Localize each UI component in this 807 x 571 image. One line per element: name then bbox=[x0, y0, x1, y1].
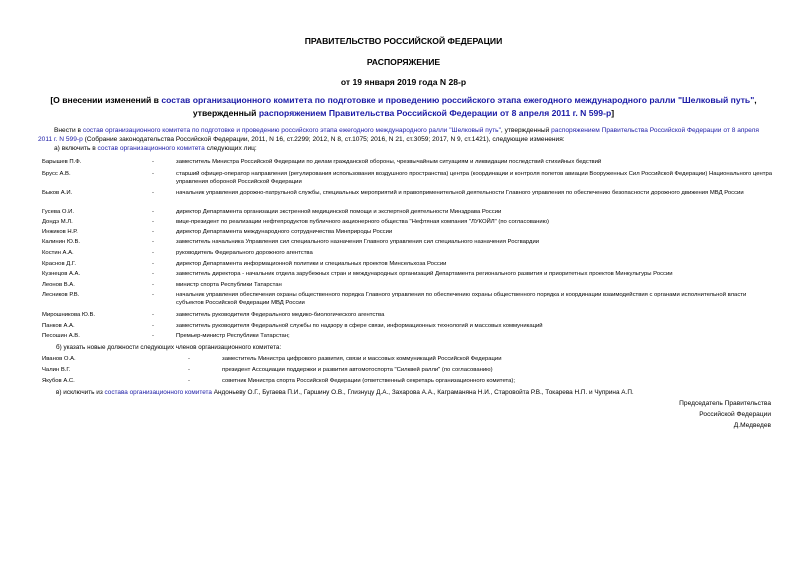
member-position: руководитель Федерального дорожного агентства bbox=[176, 250, 313, 256]
dash: - bbox=[152, 190, 154, 196]
member-position: директор Департамента международного сотрудничества Минприроды России bbox=[176, 229, 393, 235]
dash: - bbox=[152, 159, 154, 165]
dash: - bbox=[152, 333, 154, 339]
member-position: заместитель руководителя Федерального медико-биологического агентства bbox=[176, 312, 385, 318]
signature-title-2: Российской Федерации bbox=[699, 411, 771, 418]
dash: - bbox=[152, 312, 154, 318]
member-position: Премьер-министр Республики Татарстан; bbox=[176, 333, 290, 339]
section-c-text-2: Андоньеву О.Г., Бугаева П.И., Гаршину О.В., Глизнуцу Д.А., Захарова А.А., Каграманяна Н.И., Старовойта Р.В., Токарева Н.П. и Чуприна А.П. bbox=[211, 389, 634, 396]
signature-title-1: Председатель Правительства bbox=[679, 400, 771, 407]
intro-paragraph bbox=[38, 126, 774, 153]
intro-text-1: Внести в bbox=[54, 127, 83, 134]
dash: - bbox=[152, 229, 154, 235]
member-position: заместитель директора - начальник отдела зарубежных стран и международных организаций Департамента регионального развития и приоритетных проектов Минкультуры России bbox=[176, 271, 673, 277]
member-name: Гусева О.И. bbox=[42, 209, 74, 215]
member-name: Леонов В.А. bbox=[42, 282, 75, 288]
section-c-text-1: в) исключить из bbox=[56, 389, 105, 396]
member-name: Барышев П.Ф. bbox=[42, 159, 82, 165]
intro-link-committee[interactable]: состав организационного комитета по подготовке и проведению российского этапа ежегодного международного ралли "Шелковый путь" bbox=[82, 127, 501, 134]
intro-text-2: , утвержденный bbox=[500, 127, 552, 134]
member-name: Иванов О.А. bbox=[42, 356, 76, 362]
section-b-heading: б) указать новые должности следующих членов организационного комитета: bbox=[56, 344, 282, 351]
dash: - bbox=[152, 323, 154, 329]
member-name: Чалин В.Г. bbox=[42, 367, 71, 373]
intro-link-order[interactable]: распоряжением Правительства Российской Федерации от 8 апреля 2011 г. N 599-р bbox=[38, 127, 759, 143]
member-position: директор Департамента информационной политики и специальных проектов Минсельхоза России bbox=[176, 261, 447, 267]
member-position: заместитель руководителя Федеральной службы по надзору в сфере связи, информационных технологий и массовых коммуникаций bbox=[176, 323, 543, 329]
member-name: Инжиков Н.Р. bbox=[42, 229, 78, 235]
member-name: Лесников Р.В. bbox=[42, 292, 80, 298]
member-name: Костин А.А. bbox=[42, 250, 74, 256]
section-a-text-1: а) включить в bbox=[54, 145, 98, 152]
member-name: Дондэ М.Л. bbox=[42, 219, 73, 225]
member-name: Песошин А.В. bbox=[42, 333, 80, 339]
government-heading: ПРАВИТЕЛЬСТВО РОССИЙСКОЙ ФЕДЕРАЦИИ bbox=[304, 36, 503, 46]
member-name: Якубов А.С. bbox=[42, 378, 75, 384]
document-title bbox=[20, 94, 787, 120]
member-position: заместитель Министра Российской Федерации по делам гражданской обороны, чрезвычайным ситуациям и ликвидации последствий стихийных бедствий bbox=[176, 159, 602, 165]
member-position: начальник управления дорожно-патрульной службы, специальных мероприятий и правоприменительной деятельности Главного управления по обеспечению безопасности дорожного движения МВД России bbox=[176, 190, 744, 196]
member-name: Мирошникова Ю.В. bbox=[42, 312, 96, 318]
member-position: старший офицер-оператор направления (регулирования использования воздушного пространства) центра (координации и контроля полетов авиации Вооруженных Сил Российской Федерации) Национального центра управления обороной Российской Федерации bbox=[176, 171, 773, 185]
member-position: министр спорта Республики Татарстан bbox=[176, 282, 282, 288]
dash: - bbox=[152, 209, 154, 215]
dash: - bbox=[188, 356, 190, 362]
document-date-number: от 19 января 2019 года N 28-р bbox=[340, 77, 467, 87]
title-link-committee[interactable]: состав организационного комитета по подготовке и проведению российского этапа ежегодного международного ралли "Шелковый путь" bbox=[161, 95, 755, 105]
member-position: заместитель начальника Управления сил специального назначения Главного управления сил специального назначения Росгвардии bbox=[176, 239, 540, 245]
title-text-1: [О внесении изменений в bbox=[50, 95, 162, 105]
member-position: вице-президент по реализации нефтепродуктов публичного акционерного общества "Нефтяная компания "ЛУКОЙЛ" (по согласованию) bbox=[176, 219, 550, 225]
member-position: директор Департамента организации экстренной медицинской помощи и экспертной деятельности Минздрава России bbox=[176, 209, 502, 215]
member-position: начальник управления обеспечения охраны общественного порядка Главного управления по обеспечению охраны общественного порядка и координации взаимодействия с органами исполнительной власти субъектов Российской Федерации МВД России bbox=[176, 292, 747, 306]
dash: - bbox=[152, 271, 154, 277]
title-text-2: , утвержденный bbox=[192, 95, 757, 118]
intro-text-3: (Собрание законодательства Российской Федерации, 2011, N 16, ст.2299; 2012, N 8, ст.1075; 2016, N 21, ст.3059; 2017, N 9, ст.1421), следующие изменения: bbox=[82, 136, 565, 143]
member-name: Калинин Ю.В. bbox=[42, 239, 81, 245]
section-a-link[interactable]: состав организационного комитета bbox=[97, 145, 205, 152]
member-position: советник Министра спорта Российской Федерации (ответственный секретарь организационного комитета); bbox=[222, 378, 516, 384]
dash: - bbox=[152, 282, 154, 288]
section-a-text-2: следующих лиц: bbox=[204, 145, 257, 152]
dash: - bbox=[152, 261, 154, 267]
member-position: заместитель Министра цифрового развития, связи и массовых коммуникаций Российской Федерации bbox=[222, 356, 502, 362]
dash: - bbox=[152, 171, 154, 177]
member-name: Брусс А.В. bbox=[42, 171, 71, 177]
dash: - bbox=[188, 367, 190, 373]
signature-name: Д.Медведев bbox=[733, 422, 771, 429]
member-name: Кузнецов А.А. bbox=[42, 271, 81, 277]
section-c-paragraph bbox=[56, 389, 634, 396]
member-name: Быков А.И. bbox=[42, 190, 73, 196]
dash: - bbox=[152, 250, 154, 256]
dash: - bbox=[152, 239, 154, 245]
document-type: РАСПОРЯЖЕНИЕ bbox=[366, 57, 441, 67]
member-position: президент Ассоциации поддержки и развития автомотоспорта "Силквей ралли" (по согласованию) bbox=[222, 367, 493, 373]
dash: - bbox=[152, 292, 154, 298]
member-name: Панков А.А. bbox=[42, 323, 75, 329]
title-text-3: ] bbox=[611, 108, 615, 118]
title-link-order[interactable]: распоряжением Правительства Российской Федерации от 8 апреля 2011 г. N 599-р bbox=[258, 108, 612, 118]
section-c-link[interactable]: состава организационного комитета bbox=[104, 389, 212, 396]
member-name: Краснов Д.Г. bbox=[42, 261, 76, 267]
dash: - bbox=[152, 219, 154, 225]
dash: - bbox=[188, 378, 190, 384]
